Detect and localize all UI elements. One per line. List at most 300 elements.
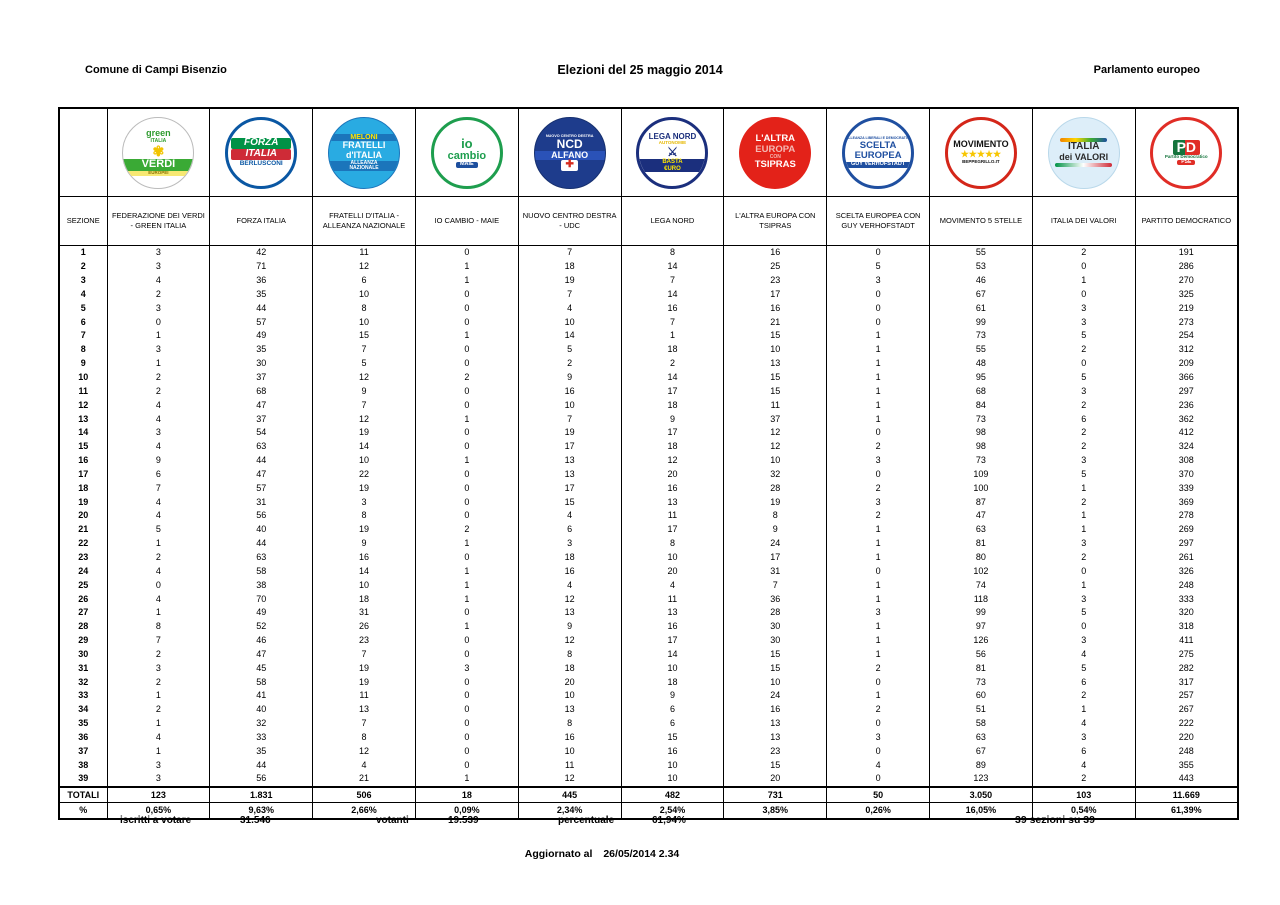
vote-cell-scelta-europea: 1 <box>827 620 930 634</box>
sezione-cell: 20 <box>59 509 107 523</box>
vote-cell-tsipras: 31 <box>724 564 827 578</box>
vote-cell-io-cambio: 1 <box>415 412 518 426</box>
vote-cell-fratelli-ditalia: 9 <box>313 384 416 398</box>
sezione-cell: 22 <box>59 537 107 551</box>
column-header-sezione: SEZIONE <box>59 197 107 246</box>
parliament-title: Parlamento europeo <box>1093 64 1200 76</box>
vote-cell-lega-nord: 17 <box>621 384 724 398</box>
column-header-ncd: NUOVO CENTRO DESTRA - UDC <box>518 197 621 246</box>
vote-cell-scelta-europea: 1 <box>827 343 930 357</box>
fratelli-ditalia-logo-band: FRATELLI <box>342 140 386 151</box>
vote-cell-verdi: 7 <box>107 481 210 495</box>
sezione-cell: 34 <box>59 703 107 717</box>
vote-cell-verdi: 4 <box>107 564 210 578</box>
vote-cell-verdi: 2 <box>107 703 210 717</box>
column-header-verdi: FEDERAZIONE DEI VERDI - GREEN ITALIA <box>107 197 210 246</box>
vote-cell-ncd: 8 <box>518 717 621 731</box>
vote-cell-scelta-europea: 1 <box>827 537 930 551</box>
vote-cell-m5s: 73 <box>930 675 1033 689</box>
vote-cell-verdi: 1 <box>107 357 210 371</box>
vote-cell-italia-dei-valori: 1 <box>1032 523 1135 537</box>
vote-cell-scelta-europea: 1 <box>827 398 930 412</box>
vote-cell-lega-nord: 6 <box>621 703 724 717</box>
vote-cell-verdi: 4 <box>107 440 210 454</box>
logo-row-empty-cell <box>59 108 107 197</box>
vote-cell-tsipras: 11 <box>724 398 827 412</box>
vote-cell-verdi: 4 <box>107 509 210 523</box>
vote-cell-lega-nord: 13 <box>621 495 724 509</box>
sezione-cell: 39 <box>59 772 107 787</box>
vote-cell-forza-italia: 36 <box>210 274 313 288</box>
vote-cell-verdi: 3 <box>107 661 210 675</box>
vote-cell-m5s: 109 <box>930 468 1033 482</box>
vote-cell-m5s: 99 <box>930 315 1033 329</box>
vote-cell-verdi: 2 <box>107 675 210 689</box>
vote-cell-verdi: 2 <box>107 371 210 385</box>
tsipras-logo-band: EUROPA <box>755 143 796 155</box>
comune-title: Comune di Campi Bisenzio <box>85 64 227 76</box>
vote-cell-lega-nord: 14 <box>621 288 724 302</box>
vote-cell-io-cambio: 0 <box>415 384 518 398</box>
vote-cell-m5s: 51 <box>930 703 1033 717</box>
fratelli-ditalia-logo-band: d'ITALIA <box>346 149 383 160</box>
vote-cell-forza-italia: 49 <box>210 329 313 343</box>
vote-cell-scelta-europea: 0 <box>827 301 930 315</box>
vote-cell-forza-italia: 70 <box>210 592 313 606</box>
vote-cell-italia-dei-valori: 2 <box>1032 440 1135 454</box>
vote-cell-forza-italia: 41 <box>210 689 313 703</box>
table-row <box>59 731 1238 745</box>
vote-cell-scelta-europea: 1 <box>827 592 930 606</box>
vote-cell-tsipras: 19 <box>724 495 827 509</box>
column-header-scelta-europea: SCELTA EUROPEA CON GUY VERHOFSTADT <box>827 197 930 246</box>
vote-cell-tsipras: 10 <box>724 454 827 468</box>
vote-cell-italia-dei-valori: 3 <box>1032 592 1135 606</box>
table-row <box>59 481 1238 495</box>
logo-cell-italia-dei-valori <box>1032 108 1135 197</box>
vote-cell-scelta-europea: 0 <box>827 246 930 260</box>
tsipras-logo-band: CON <box>769 153 781 160</box>
vote-cell-fratelli-ditalia: 23 <box>313 634 416 648</box>
vote-cell-ncd: 16 <box>518 731 621 745</box>
vote-cell-scelta-europea: 0 <box>827 288 930 302</box>
vote-cell-tsipras: 8 <box>724 509 827 523</box>
vote-cell-forza-italia: 68 <box>210 384 313 398</box>
table-row <box>59 592 1238 606</box>
vote-cell-italia-dei-valori: 5 <box>1032 661 1135 675</box>
vote-cell-ncd: 19 <box>518 426 621 440</box>
vote-cell-io-cambio: 0 <box>415 675 518 689</box>
percent-cell-forza-italia: 9,63% <box>210 802 313 819</box>
vote-cell-pd: 411 <box>1135 634 1238 648</box>
vote-cell-lega-nord: 16 <box>621 481 724 495</box>
vote-cell-lega-nord: 12 <box>621 454 724 468</box>
table-row <box>59 703 1238 717</box>
vote-cell-tsipras: 10 <box>724 343 827 357</box>
vote-cell-pd: 312 <box>1135 343 1238 357</box>
table-row <box>59 523 1238 537</box>
vote-cell-forza-italia: 54 <box>210 426 313 440</box>
vote-cell-tsipras: 25 <box>724 260 827 274</box>
sezione-cell: 38 <box>59 758 107 772</box>
vote-cell-lega-nord: 15 <box>621 731 724 745</box>
vote-cell-io-cambio: 0 <box>415 717 518 731</box>
updated-at-line <box>0 848 1204 860</box>
vote-cell-italia-dei-valori: 5 <box>1032 371 1135 385</box>
total-cell-m5s: 3.050 <box>930 787 1033 803</box>
vote-cell-ncd: 17 <box>518 440 621 454</box>
vote-cell-io-cambio: 1 <box>415 454 518 468</box>
vote-cell-italia-dei-valori: 2 <box>1032 495 1135 509</box>
vote-cell-pd: 236 <box>1135 398 1238 412</box>
vote-cell-ncd: 4 <box>518 301 621 315</box>
vote-cell-fratelli-ditalia: 7 <box>313 398 416 412</box>
vote-cell-pd: 333 <box>1135 592 1238 606</box>
vote-cell-scelta-europea: 0 <box>827 675 930 689</box>
vote-cell-verdi: 1 <box>107 717 210 731</box>
vote-cell-forza-italia: 57 <box>210 481 313 495</box>
vote-cell-pd: 318 <box>1135 620 1238 634</box>
sezione-cell: 4 <box>59 288 107 302</box>
vote-cell-ncd: 17 <box>518 481 621 495</box>
table-row <box>59 758 1238 772</box>
vote-cell-m5s: 61 <box>930 301 1033 315</box>
lega-nord-logo-band: BASTA <box>639 159 705 165</box>
table-row <box>59 509 1238 523</box>
vote-cell-fratelli-ditalia: 21 <box>313 772 416 787</box>
vote-cell-forza-italia: 45 <box>210 661 313 675</box>
fratelli-ditalia-logo-band: NAZIONALE <box>329 166 399 171</box>
vote-cell-verdi: 0 <box>107 578 210 592</box>
vote-cell-italia-dei-valori: 0 <box>1032 357 1135 371</box>
column-header-fratelli-ditalia: FRATELLI D'ITALIA - ALLEANZA NAZIONALE <box>313 197 416 246</box>
vote-cell-io-cambio: 0 <box>415 468 518 482</box>
vote-cell-scelta-europea: 1 <box>827 329 930 343</box>
vote-cell-scelta-europea: 0 <box>827 564 930 578</box>
vote-cell-scelta-europea: 1 <box>827 689 930 703</box>
updated-at-label: Aggiornato al <box>524 848 593 860</box>
vote-cell-verdi: 3 <box>107 343 210 357</box>
vote-cell-io-cambio: 0 <box>415 634 518 648</box>
vote-cell-scelta-europea: 1 <box>827 647 930 661</box>
vote-cell-lega-nord: 8 <box>621 246 724 260</box>
percent-cell-italia-dei-valori: 0,54% <box>1032 802 1135 819</box>
vote-cell-scelta-europea: 1 <box>827 634 930 648</box>
vote-cell-ncd: 10 <box>518 315 621 329</box>
vote-cell-m5s: 98 <box>930 440 1033 454</box>
vote-cell-m5s: 126 <box>930 634 1033 648</box>
percent-cell-lega-nord: 2,54% <box>621 802 724 819</box>
vote-cell-tsipras: 20 <box>724 772 827 787</box>
vote-cell-tsipras: 37 <box>724 412 827 426</box>
vote-cell-pd: 369 <box>1135 495 1238 509</box>
vote-cell-lega-nord: 4 <box>621 578 724 592</box>
vote-cell-italia-dei-valori: 5 <box>1032 329 1135 343</box>
vote-cell-fratelli-ditalia: 12 <box>313 412 416 426</box>
vote-cell-pd: 254 <box>1135 329 1238 343</box>
vote-cell-fratelli-ditalia: 6 <box>313 274 416 288</box>
vote-cell-m5s: 73 <box>930 329 1033 343</box>
vote-cell-scelta-europea: 0 <box>827 468 930 482</box>
table-row <box>59 606 1238 620</box>
vote-cell-fratelli-ditalia: 22 <box>313 468 416 482</box>
vote-cell-pd: 248 <box>1135 744 1238 758</box>
total-cell-forza-italia: 1.831 <box>210 787 313 803</box>
vote-cell-pd: 297 <box>1135 384 1238 398</box>
italia-dei-valori-logo-band: ITALIA <box>1067 141 1100 153</box>
vote-cell-lega-nord: 14 <box>621 647 724 661</box>
lega-nord-logo-icon <box>636 117 708 189</box>
vote-cell-verdi: 5 <box>107 523 210 537</box>
vote-cell-scelta-europea: 1 <box>827 523 930 537</box>
vote-cell-tsipras: 16 <box>724 301 827 315</box>
sezione-cell: 21 <box>59 523 107 537</box>
vote-cell-italia-dei-valori: 3 <box>1032 537 1135 551</box>
sezione-cell: 32 <box>59 675 107 689</box>
vote-cell-forza-italia: 44 <box>210 454 313 468</box>
vote-cell-pd: 308 <box>1135 454 1238 468</box>
vote-cell-ncd: 13 <box>518 703 621 717</box>
results-body <box>59 246 1238 787</box>
vote-cell-fratelli-ditalia: 19 <box>313 675 416 689</box>
m5s-logo-band: MOVIMENTO <box>953 139 1009 150</box>
vote-cell-lega-nord: 10 <box>621 551 724 565</box>
vote-cell-m5s: 73 <box>930 412 1033 426</box>
sezione-cell: 7 <box>59 329 107 343</box>
table-row <box>59 551 1238 565</box>
italia-dei-valori-logo-band: dei VALORI <box>1059 152 1109 163</box>
vote-cell-fratelli-ditalia: 10 <box>313 578 416 592</box>
vote-cell-fratelli-ditalia: 31 <box>313 606 416 620</box>
vote-cell-verdi: 4 <box>107 495 210 509</box>
vote-cell-tsipras: 24 <box>724 537 827 551</box>
total-cell-italia-dei-valori: 103 <box>1032 787 1135 803</box>
percent-cell-scelta-europea: 0,26% <box>827 802 930 819</box>
vote-cell-io-cambio: 1 <box>415 260 518 274</box>
ncd-logo-icon <box>534 117 606 189</box>
vote-cell-italia-dei-valori: 1 <box>1032 509 1135 523</box>
italia-dei-valori-logo-band <box>1055 163 1112 167</box>
lega-nord-logo-band: AUTONOMIE <box>658 140 687 146</box>
vote-cell-io-cambio: 2 <box>415 523 518 537</box>
vote-cell-forza-italia: 71 <box>210 260 313 274</box>
vote-cell-scelta-europea: 1 <box>827 412 930 426</box>
vote-cell-lega-nord: 18 <box>621 675 724 689</box>
vote-cell-pd: 278 <box>1135 509 1238 523</box>
table-row <box>59 468 1238 482</box>
vote-cell-forza-italia: 31 <box>210 495 313 509</box>
vote-cell-scelta-europea: 3 <box>827 495 930 509</box>
vote-cell-m5s: 84 <box>930 398 1033 412</box>
vote-cell-fratelli-ditalia: 12 <box>313 744 416 758</box>
vote-cell-fratelli-ditalia: 11 <box>313 689 416 703</box>
scelta-europea-logo-band: GUY VERHOFSTADT <box>845 162 911 168</box>
vote-cell-italia-dei-valori: 2 <box>1032 551 1135 565</box>
sezione-cell: 31 <box>59 661 107 675</box>
vote-cell-scelta-europea: 1 <box>827 551 930 565</box>
logo-cell-io-cambio <box>415 108 518 197</box>
vote-cell-lega-nord: 20 <box>621 564 724 578</box>
vote-cell-tsipras: 24 <box>724 689 827 703</box>
sezione-cell: 5 <box>59 301 107 315</box>
vote-cell-pd: 261 <box>1135 551 1238 565</box>
column-header-io-cambio: IO CAMBIO - MAIE <box>415 197 518 246</box>
sezione-cell: 29 <box>59 634 107 648</box>
vote-cell-io-cambio: 1 <box>415 537 518 551</box>
vote-cell-pd: 412 <box>1135 426 1238 440</box>
vote-cell-pd: 443 <box>1135 772 1238 787</box>
vote-cell-ncd: 8 <box>518 647 621 661</box>
vote-cell-fratelli-ditalia: 11 <box>313 246 416 260</box>
vote-cell-forza-italia: 44 <box>210 301 313 315</box>
vote-cell-tsipras: 15 <box>724 371 827 385</box>
table-row <box>59 689 1238 703</box>
vote-cell-m5s: 73 <box>930 454 1033 468</box>
vote-cell-ncd: 6 <box>518 523 621 537</box>
table-row <box>59 634 1238 648</box>
table-row <box>59 426 1238 440</box>
vote-cell-ncd: 18 <box>518 551 621 565</box>
vote-cell-tsipras: 17 <box>724 551 827 565</box>
sezione-cell: 17 <box>59 468 107 482</box>
vote-cell-m5s: 63 <box>930 731 1033 745</box>
vote-cell-m5s: 123 <box>930 772 1033 787</box>
vote-cell-lega-nord: 8 <box>621 537 724 551</box>
vote-cell-italia-dei-valori: 2 <box>1032 398 1135 412</box>
percentuale-value: 61,94% <box>652 815 686 826</box>
vote-cell-ncd: 13 <box>518 454 621 468</box>
scelta-europea-logo-band: SCELTA <box>859 140 897 152</box>
vote-cell-m5s: 46 <box>930 274 1033 288</box>
vote-cell-forza-italia: 33 <box>210 731 313 745</box>
forza-italia-logo-band: ITALIA <box>231 149 290 160</box>
vote-cell-forza-italia: 56 <box>210 772 313 787</box>
vote-cell-ncd: 3 <box>518 537 621 551</box>
percent-cell-pd: 61,39% <box>1135 802 1238 819</box>
vote-cell-tsipras: 15 <box>724 647 827 661</box>
vote-cell-pd: 324 <box>1135 440 1238 454</box>
vote-cell-ncd: 12 <box>518 634 621 648</box>
vote-cell-forza-italia: 47 <box>210 647 313 661</box>
vote-cell-io-cambio: 0 <box>415 288 518 302</box>
vote-cell-italia-dei-valori: 3 <box>1032 634 1135 648</box>
vote-cell-pd: 325 <box>1135 288 1238 302</box>
verdi-logo-band: VERDI <box>123 159 193 171</box>
vote-cell-scelta-europea: 2 <box>827 440 930 454</box>
vote-cell-pd: 317 <box>1135 675 1238 689</box>
vote-cell-fratelli-ditalia: 14 <box>313 440 416 454</box>
vote-cell-italia-dei-valori: 0 <box>1032 260 1135 274</box>
vote-cell-scelta-europea: 2 <box>827 481 930 495</box>
vote-cell-italia-dei-valori: 1 <box>1032 481 1135 495</box>
vote-cell-pd: 222 <box>1135 717 1238 731</box>
percent-cell-fratelli-ditalia: 2,66% <box>313 802 416 819</box>
column-header-row <box>59 197 1238 246</box>
vote-cell-io-cambio: 0 <box>415 246 518 260</box>
sezione-cell: 36 <box>59 731 107 745</box>
vote-cell-m5s: 67 <box>930 744 1033 758</box>
m5s-logo-band: BEPPEGRILLO.IT <box>962 158 1000 164</box>
table-row <box>59 398 1238 412</box>
sezione-cell: 23 <box>59 551 107 565</box>
vote-cell-italia-dei-valori: 3 <box>1032 384 1135 398</box>
vote-cell-lega-nord: 10 <box>621 758 724 772</box>
vote-cell-scelta-europea: 0 <box>827 426 930 440</box>
forza-italia-logo-icon <box>225 117 297 189</box>
vote-cell-ncd: 10 <box>518 744 621 758</box>
table-row <box>59 661 1238 675</box>
column-header-italia-dei-valori: ITALIA DEI VALORI <box>1032 197 1135 246</box>
percentuale-label: percentuale <box>558 815 615 826</box>
vote-cell-io-cambio: 0 <box>415 315 518 329</box>
vote-cell-verdi: 0 <box>107 315 210 329</box>
vote-cell-ncd: 10 <box>518 689 621 703</box>
vote-cell-scelta-europea: 4 <box>827 758 930 772</box>
vote-cell-scelta-europea: 2 <box>827 703 930 717</box>
vote-cell-tsipras: 15 <box>724 661 827 675</box>
table-row <box>59 620 1238 634</box>
vote-cell-m5s: 97 <box>930 620 1033 634</box>
vote-cell-italia-dei-valori: 5 <box>1032 606 1135 620</box>
m5s-logo-icon <box>945 117 1017 189</box>
total-cell-verdi: 123 <box>107 787 210 803</box>
vote-cell-verdi: 8 <box>107 620 210 634</box>
vote-cell-forza-italia: 37 <box>210 412 313 426</box>
vote-cell-forza-italia: 63 <box>210 551 313 565</box>
vote-cell-fratelli-ditalia: 9 <box>313 537 416 551</box>
vote-cell-pd: 219 <box>1135 301 1238 315</box>
sezione-cell: 8 <box>59 343 107 357</box>
vote-cell-forza-italia: 40 <box>210 523 313 537</box>
vote-cell-forza-italia: 42 <box>210 246 313 260</box>
vote-cell-italia-dei-valori: 1 <box>1032 274 1135 288</box>
vote-cell-fratelli-ditalia: 13 <box>313 703 416 717</box>
vote-cell-lega-nord: 13 <box>621 606 724 620</box>
table-row <box>59 288 1238 302</box>
vote-cell-scelta-europea: 1 <box>827 384 930 398</box>
vote-cell-pd: 286 <box>1135 260 1238 274</box>
vote-cell-forza-italia: 38 <box>210 578 313 592</box>
tsipras-logo-band: L'ALTRA <box>755 133 796 145</box>
vote-cell-tsipras: 12 <box>724 440 827 454</box>
vote-cell-italia-dei-valori: 6 <box>1032 675 1135 689</box>
table-row <box>59 495 1238 509</box>
vote-cell-io-cambio: 0 <box>415 647 518 661</box>
total-cell-io-cambio: 18 <box>415 787 518 803</box>
sezione-cell: 11 <box>59 384 107 398</box>
vote-cell-fratelli-ditalia: 8 <box>313 509 416 523</box>
verdi-logo-band: ✾ <box>152 143 165 160</box>
vote-cell-lega-nord: 17 <box>621 634 724 648</box>
vote-cell-io-cambio: 0 <box>415 343 518 357</box>
vote-cell-fratelli-ditalia: 8 <box>313 731 416 745</box>
vote-cell-io-cambio: 3 <box>415 661 518 675</box>
vote-cell-pd: 273 <box>1135 315 1238 329</box>
vote-cell-lega-nord: 1 <box>621 329 724 343</box>
vote-cell-pd: 297 <box>1135 537 1238 551</box>
vote-cell-tsipras: 17 <box>724 288 827 302</box>
ncd-logo-band: ALFANO <box>535 151 605 161</box>
vote-cell-lega-nord: 20 <box>621 468 724 482</box>
iscritti-a-votare-label: iscritti a votare <box>120 815 192 826</box>
vote-cell-ncd: 10 <box>518 398 621 412</box>
vote-cell-pd: 355 <box>1135 758 1238 772</box>
vote-cell-ncd: 13 <box>518 606 621 620</box>
logo-cell-forza-italia <box>210 108 313 197</box>
vote-cell-scelta-europea: 5 <box>827 260 930 274</box>
vote-cell-fratelli-ditalia: 7 <box>313 647 416 661</box>
vote-cell-fratelli-ditalia: 10 <box>313 454 416 468</box>
